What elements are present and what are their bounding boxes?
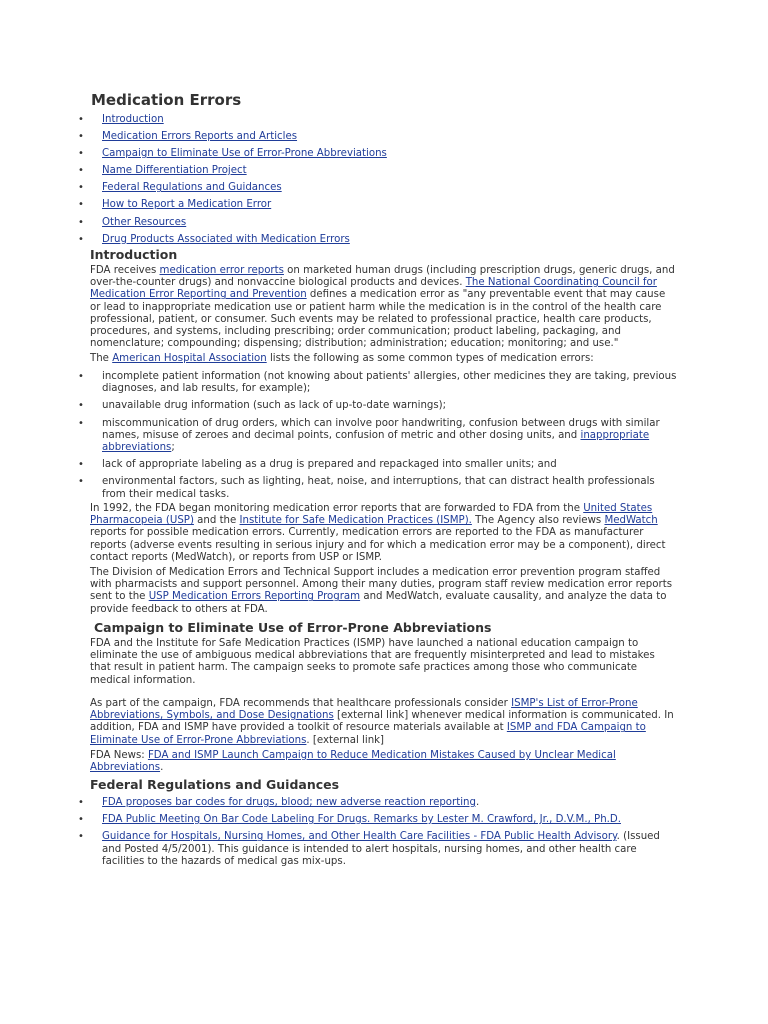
list-item [0,814,680,826]
list-item [0,797,680,809]
list-item [0,476,680,500]
campaign-heading: Campaign to Eliminate Use of Error-Prone Abbreviations [94,620,492,635]
text: FDA receives [90,265,160,276]
inappropriate-abbreviations-link[interactable]: inappropriate abbreviations [102,429,650,454]
text: environmental factors, such as lighting, heat, noise, and interruptions, that can distract health professionals from their medical tasks. [102,476,655,500]
text: In 1992, the FDA began monitoring medication error reports that are forwarded to FDA from the [90,503,584,514]
campaign-paragraph-3 [90,750,675,774]
toc-link-campaign[interactable]: Campaign to Eliminate Use of Error-Prone Abbreviations [102,148,387,160]
text: FDA News: [90,750,148,761]
ismp-link[interactable]: Institute for Safe Medication Practices (ISMP). [239,515,472,527]
text: incomplete patient information (not knowing about patients' allergies, other medicines they are taking, previous diagnoses, and lab results, for example); [102,371,677,395]
bar-codes-proposal-link[interactable]: FDA proposes bar codes for drugs, blood; new adverse reaction reporting [102,797,476,808]
toc-item [0,231,387,248]
text: [external link] whenever medical information is communicated. In addition, FDA and ISMP have provided a toolkit of resource materials available at [90,710,674,734]
toc-item [0,162,387,179]
medwatch-link[interactable]: MedWatch [604,515,658,527]
text: miscommunication of drug orders, which can involve poor handwriting, confusion between drugs with similar names, misuse of zeroes and decimal points, confusion of metric and other dosing units, and [102,417,660,441]
campaign-paragraph-2 [90,698,675,747]
federal-heading: Federal Regulations and Guidances [90,777,340,792]
page-title: Medication Errors [91,91,242,109]
text: lists the following as some common types of medication errors: [266,353,594,364]
intro-paragraph-2 [90,353,675,365]
text: on marketed human drugs (including prescription drugs, generic drugs, and over-the-counter drugs) and nonvaccine biological products and devices. [90,265,675,289]
federal-section [90,777,675,793]
text: ; [171,442,175,454]
toc-link-federal-regulations[interactable]: Federal Regulations and Guidances [102,182,282,194]
list-item [0,418,680,455]
ismp-list-link[interactable]: ISMP's List of Error-Prone Abbreviations, Symbols, and Dose Designations [90,698,638,722]
text: . [475,797,480,808]
toc-link-name-differentiation[interactable]: Name Differentiation Project [102,165,247,177]
list-item [0,831,680,868]
text: . [external link] [306,734,385,746]
toc-item [0,214,387,231]
error-types-list [0,371,680,501]
text: As part of the campaign, FDA recommends that healthcare professionals consider [90,698,512,709]
usp-merp-link[interactable]: USP Medication Errors Reporting Program [148,591,361,603]
text: The Agency also reviews [471,515,605,527]
text: . (Issued and Posted 4/5/2001). This guidance is intended to alert hospitals, nursing homes, and other health care facilities to the hazards of medical gas mix-ups. [102,831,660,867]
text: reports for possible medication errors. Currently, medication errors are reported to the FDA as manufacturer reports (adverse events resulting in serious injury and for which a medication error may be a component), direct contact reports (MedWatch), or reports from USP or ISMP. [90,527,666,563]
aha-link[interactable]: American Hospital Association [112,353,267,364]
text: and the [193,515,240,527]
toc-item [0,196,387,213]
introduction-section [90,247,675,263]
list-item [0,400,680,412]
fda-news-link[interactable]: FDA and ISMP Launch Campaign to Reduce Medication Mistakes Caused by Unclear Medical Abbreviations [90,750,616,774]
toc-link-reports-articles[interactable]: Medication Errors Reports and Articles [102,131,298,143]
bar-code-meeting-link[interactable]: FDA Public Meeting On Bar Code Labeling For Drugs. Remarks by Lester M. Crawford, Jr., D.V.M., Ph.D. [102,814,621,826]
toc-link-other-resources[interactable]: Other Resources [102,216,187,228]
text: and MedWatch, evaluate causality, and analyze the data to provide feedback to others at FDA. [90,591,667,615]
nccmerp-link[interactable]: The National Coordinating Council for Medication Error Reporting and Prevention [90,277,657,301]
medication-error-reports-link[interactable]: medication error reports [159,265,284,276]
toc-link-introduction[interactable]: Introduction [102,114,164,125]
intro-paragraph-1 [90,265,675,350]
list-item [0,459,680,471]
federal-list [0,797,680,868]
text: The [90,353,113,364]
toc-link-how-to-report[interactable]: How to Report a Medication Error [102,199,272,211]
table-of-contents [0,111,387,248]
list-item [0,371,680,395]
campaign-paragraph-1 [90,638,675,687]
intro-paragraph-3 [90,503,675,564]
toc-item [0,179,387,196]
text: defines a medication error as "any preventable event that may cause or lead to inappropriate medication use or patient harm while the medication is in the control of the health care professional, patient, or consumer. Such events may be related to professional practice, health care products, procedures, and systems, including prescribing; order communication; product labeling, packaging, and nomenclature; compounding; dispensing; distribution; administration; education; monitoring; and use." [90,289,666,350]
text: . [160,762,164,774]
text: unavailable drug information (such as lack of up-to-date warnings); [102,400,447,412]
usp-link[interactable]: United States Pharmacopeia (USP) [90,503,653,527]
toc-item [0,128,387,145]
introduction-heading: Introduction [90,247,178,262]
intro-paragraph-4 [90,567,675,616]
text: lack of appropriate labeling as a drug is prepared and repackaged into smaller units; and [102,459,557,471]
toc-item [0,111,387,128]
campaign-section [94,620,679,636]
toc-link-drug-products[interactable]: Drug Products Associated with Medication Errors [102,233,350,245]
toc-item [0,145,387,162]
text: The Division of Medication Errors and Technical Support includes a medication error prevention program staffed with pharmacists and support personnel. Among their many duties, program staff review medication error reports sent to the [90,567,672,603]
text: FDA and the Institute for Safe Medication Practices (ISMP) have launched a national education campaign to eliminate the use of ambiguous medical abbreviations that are frequently misinterpreted and lead to mistakes that result in patient harm. The campaign seeks to promote safe practices among those who communicate medical information. [90,638,655,686]
guidance-hospitals-link[interactable]: Guidance for Hospitals, Nursing Homes, and Other Health Care Facilities - FDA Public Health Advisory [102,831,617,843]
ismp-fda-campaign-link[interactable]: ISMP and FDA Campaign to Eliminate Use of Error-Prone Abbreviations [90,722,646,746]
